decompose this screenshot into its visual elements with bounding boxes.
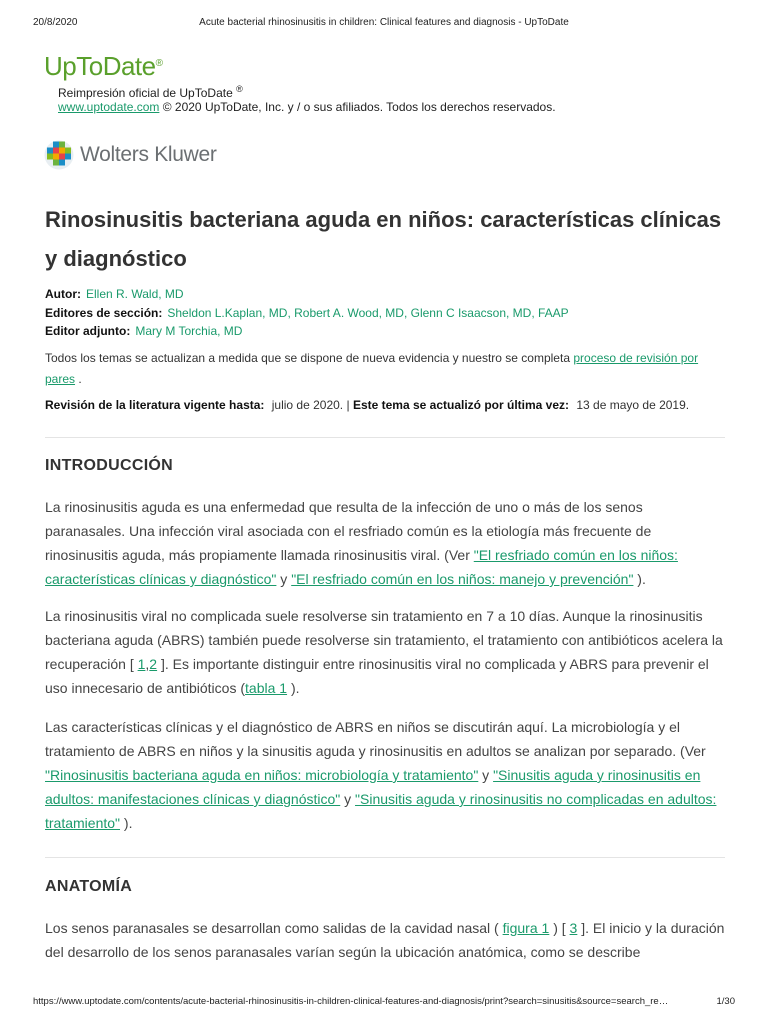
- print-date: 20/8/2020: [33, 17, 78, 28]
- common-cold-management-link[interactable]: "El resfriado común en los niños: manejo y prevención": [291, 571, 634, 587]
- revision-divider: |: [346, 398, 353, 412]
- publisher-logo: [44, 139, 217, 171]
- deputy-editor-line: [45, 322, 242, 340]
- reprint-registered-mark: ®: [236, 84, 243, 94]
- revision-line: [45, 396, 689, 414]
- page-number: 1/30: [716, 996, 735, 1007]
- copyright-line: [58, 98, 556, 116]
- article-title: Rinosinusitis bacteriana aguda en niños: características clínicas y diagnóstico: [45, 207, 722, 271]
- divider: [45, 857, 725, 858]
- section-heading-intro: INTRODUCCIÓN: [45, 457, 174, 474]
- reference-link-2[interactable]: 2: [149, 656, 158, 672]
- uptodate-logo-text: UpToDate: [44, 51, 156, 81]
- registered-mark: ®: [155, 58, 163, 69]
- section-heading-anatomy: ANATOMÍA: [45, 878, 133, 895]
- notice-end: .: [78, 372, 82, 386]
- paragraph-text: ) [: [549, 920, 570, 936]
- section-editors-links[interactable]: Sheldon L.Kaplan, MD, Robert A. Wood, MD, Glenn C Isaacson, MD, FAAP: [167, 306, 569, 320]
- reference-link-3[interactable]: 3: [569, 920, 578, 936]
- reprint-text: Reimpresión oficial de UpToDate: [58, 86, 233, 100]
- author-name-link[interactable]: Ellen R. Wald, MD: [86, 287, 184, 301]
- intro-paragraph-1: [45, 495, 725, 591]
- common-cold-diagnosis-link[interactable]: "El resfriado común en los niños: características clínicas y diagnóstico": [45, 547, 678, 587]
- print-footer: [33, 996, 735, 1010]
- review-value: julio de 2020.: [271, 398, 344, 412]
- updated-label: Este tema se actualizó por última vez:: [352, 398, 570, 412]
- paragraph-text: La rinosinusitis aguda es una enfermedad que resulta de la infección de uno o más de los senos paranasales. Una infección viral asociada con el resfriado común es la etiología más frecuente de rinosinusitis aguda, más propiamente llamada rinosinusitis viral. (Ver: [45, 499, 652, 563]
- copyright-text: © 2020 UpToDate, Inc. y / o sus afiliados. Todos los derechos reservados.: [162, 100, 556, 114]
- author-label: Autor:: [45, 287, 81, 301]
- paragraph-text: La rinosinusitis viral no complicada suele resolverse sin tratamiento en 7 a 10 días. Aunque la rinosinusitis bacteriana aguda (ABRS) también puede resolverse sin tratamiento, el tratamiento con antibióticos acelera la recuperación [: [45, 608, 723, 672]
- reference-link-1[interactable]: 1: [137, 656, 146, 672]
- anatomy-paragraph-1: [45, 916, 725, 964]
- paragraph-text: ]. Es importante distinguir entre rinosinusitis viral no complicada y ABRS para prevenir el uso innecesario de antibióticos (: [45, 656, 709, 696]
- deputy-editor-label: Editor adjunto:: [45, 324, 131, 338]
- paragraph-text: Las características clínicas y el diagnóstico de ABRS en niños se discutirán aquí. La microbiología y el tratamiento de ABRS en niños y la sinusitis aguda y rinosinusitis en adultos se analizan por separado. (Ver: [45, 719, 706, 759]
- divider: [45, 437, 725, 438]
- notice-text: Todos los temas se actualizan a medida que se dispone de nueva evidencia y nuestro se completa: [45, 351, 570, 365]
- paragraph-text: y: [340, 791, 356, 807]
- updated-value: 13 de mayo de 2019.: [576, 398, 690, 412]
- section-editors-line: [45, 304, 569, 322]
- deputy-editor-link[interactable]: Mary M Torchia, MD: [135, 324, 243, 338]
- sinusitis-adults-diagnosis-link[interactable]: "Sinusitis aguda y rinosinusitis en adultos: manifestaciones clínicas y diagnóstico": [45, 767, 701, 807]
- wolters-kluwer-logo-icon: [44, 140, 74, 170]
- paragraph-text: ).: [633, 571, 646, 587]
- uptodate-site-link[interactable]: www.uptodate.com: [58, 100, 160, 114]
- sinusitis-adults-treatment-link[interactable]: "Sinusitis aguda y rinosinusitis no complicadas en adultos: tratamiento": [45, 791, 717, 831]
- paragraph-text: Los senos paranasales se desarrollan como salidas de la cavidad nasal (: [45, 920, 503, 936]
- print-url: https://www.uptodate.com/contents/acute-bacterial-rhinosinusitis-in-children-clinical-features-and-diagnosis/print?search=sinusitis&source=search_re…: [33, 996, 669, 1007]
- paragraph-text: ).: [120, 815, 133, 831]
- section-editors-label: Editores de sección:: [45, 306, 163, 320]
- table-1-link[interactable]: tabla 1: [245, 680, 288, 696]
- intro-paragraph-2: [45, 604, 725, 700]
- abrs-children-treatment-link[interactable]: "Rinosinusitis bacteriana aguda en niños: microbiología y tratamiento": [45, 767, 479, 783]
- paragraph-text: y: [478, 767, 494, 783]
- print-page-title: Acute bacterial rhinosinusitis in children: Clinical features and diagnosis - UpToDate: [199, 17, 569, 28]
- paragraph-text: y: [276, 571, 292, 587]
- uptodate-logo: [44, 52, 163, 80]
- paragraph-text: ,: [145, 656, 150, 672]
- author-line: [45, 285, 184, 303]
- review-label: Revisión de la literatura vigente hasta:: [45, 398, 265, 412]
- intro-paragraph-3: [45, 715, 725, 835]
- publisher-name: Wolters Kluwer: [80, 143, 217, 166]
- paragraph-text: ]. El inicio y la duración del desarrollo de los senos paranasales varían según la ubicación anatómica, como se describe: [45, 920, 725, 960]
- paragraph-text: ).: [287, 680, 300, 696]
- print-header: [33, 17, 735, 31]
- update-notice: [45, 348, 725, 390]
- peer-review-link[interactable]: proceso de revisión por pares: [45, 351, 699, 386]
- figure-1-link[interactable]: figura 1: [502, 920, 550, 936]
